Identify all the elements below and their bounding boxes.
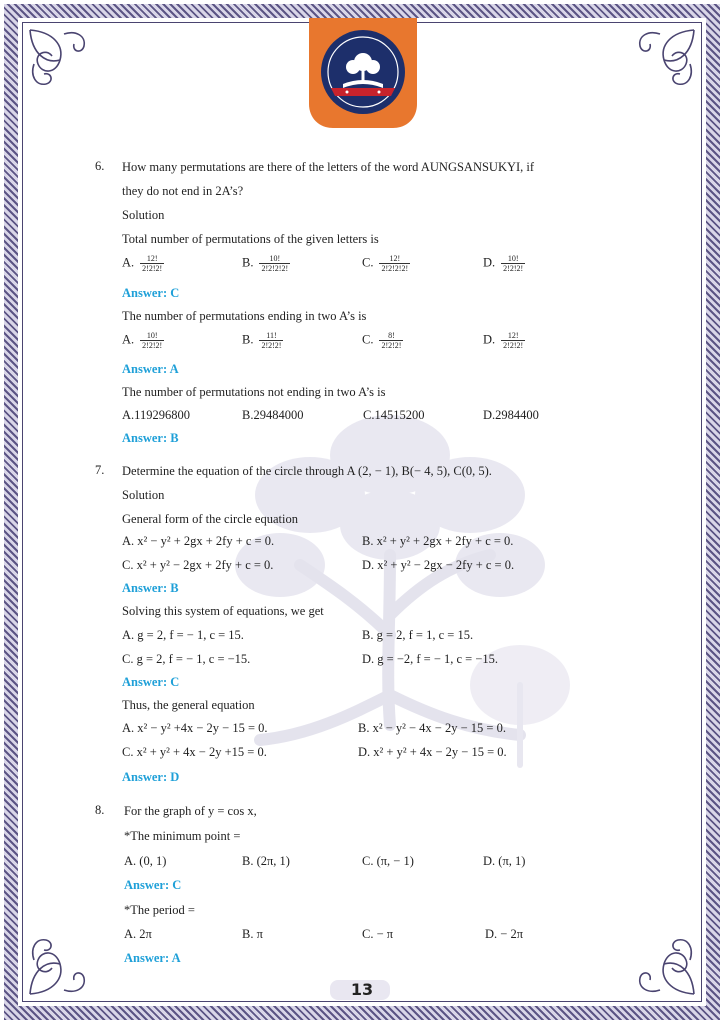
answer-label: Answer: B (122, 431, 179, 445)
option: B. x² + y² + 2gx + 2fy + c = 0. (362, 534, 514, 548)
page-number: 13 (350, 980, 374, 999)
option: D. − 2π (485, 927, 524, 941)
option-fraction: B. $\frac{10!}{2!2!2!2!}$ (242, 254, 289, 273)
part-text: Thus, the general equation (122, 698, 255, 712)
option: D. x² + y² − 2gx − 2fy + c = 0. (362, 558, 515, 572)
solution-label: Solution (122, 488, 165, 502)
option: C. g = 2, f = − 1, c = −15. (122, 652, 251, 666)
option: B. g = 2, f = 1, c = 15. (362, 628, 474, 642)
option: B. x² − y² − 4x − 2y − 15 = 0. (358, 721, 506, 735)
part-text: General form of the circle equation (122, 512, 298, 526)
option: A.119296800 (122, 408, 190, 422)
part-text: The number of permutations not ending in two A’s is (122, 385, 386, 399)
option-fraction: A. $\frac{12!}{2!2!2!}$ (122, 254, 163, 273)
answer-label: Answer: D (122, 770, 180, 784)
part-text: The number of permutations ending in two A’s is (122, 309, 367, 323)
part-text: *The minimum point = (124, 829, 241, 843)
question-text: How many permutations are there of the letters of the word AUNGSANSUKYI, if (122, 160, 535, 174)
option: D. g = −2, f = − 1, c = −15. (362, 652, 499, 666)
option: B.29484000 (242, 408, 304, 422)
option: B. π (242, 927, 263, 941)
option: C. x² + y² − 2gx + 2fy + c = 0. (122, 558, 274, 572)
part-text: Solving this system of equations, we get (122, 604, 324, 618)
question-number: 7. (95, 463, 105, 477)
option: D. x² + y² + 4x − 2y − 15 = 0. (358, 745, 507, 759)
answer-label: Answer: B (122, 581, 179, 595)
question-text: they do not end in 2A’s? (122, 184, 244, 198)
question-number: 6. (95, 159, 105, 173)
option-fraction: B. $\frac{11!}{2!2!2!}$ (242, 331, 282, 350)
answer-label: Answer: C (124, 878, 182, 892)
answer-label: Answer: A (124, 951, 181, 965)
option: A. 2π (124, 927, 152, 941)
option: D.2984400 (483, 408, 539, 422)
question-number: 8. (95, 803, 105, 817)
option: C. − π (362, 927, 394, 941)
option: D. (π, 1) (483, 854, 526, 868)
option-fraction: D. $\frac{12!}{2!2!2!}$ (483, 331, 524, 350)
option: C.14515200 (363, 408, 425, 422)
question-text: Determine the equation of the circle through A (2, − 1), B(− 4, 5), C(0, 5). (122, 464, 492, 478)
answer-label: Answer: C (122, 675, 180, 689)
answer-label: Answer: A (122, 362, 179, 376)
option: B. (2π, 1) (242, 854, 290, 868)
part-text: Total number of permutations of the given letters is (122, 232, 379, 246)
option-fraction: C. $\frac{8!}{2!2!2!}$ (362, 331, 402, 350)
question-text: For the graph of y = cos x, (124, 804, 257, 818)
part-text: *The period = (124, 903, 195, 917)
option: A. g = 2, f = − 1, c = 15. (122, 628, 244, 642)
option-fraction: C. $\frac{12!}{2!2!2!2!}$ (362, 254, 409, 273)
option-fraction: A. $\frac{10!}{2!2!2!}$ (122, 331, 163, 350)
option: A. (0, 1) (124, 854, 167, 868)
option-fraction: D. $\frac{10!}{2!2!2!}$ (483, 254, 524, 273)
solution-label: Solution (122, 208, 165, 222)
option: A. x² − y² +4x − 2y − 15 = 0. (122, 721, 268, 735)
option: C. (π, − 1) (362, 854, 414, 868)
answer-label: Answer: C (122, 286, 180, 300)
option: A. x² − y² + 2gx + 2fy + c = 0. (122, 534, 275, 548)
option: C. x² + y² + 4x − 2y +15 = 0. (122, 745, 267, 759)
